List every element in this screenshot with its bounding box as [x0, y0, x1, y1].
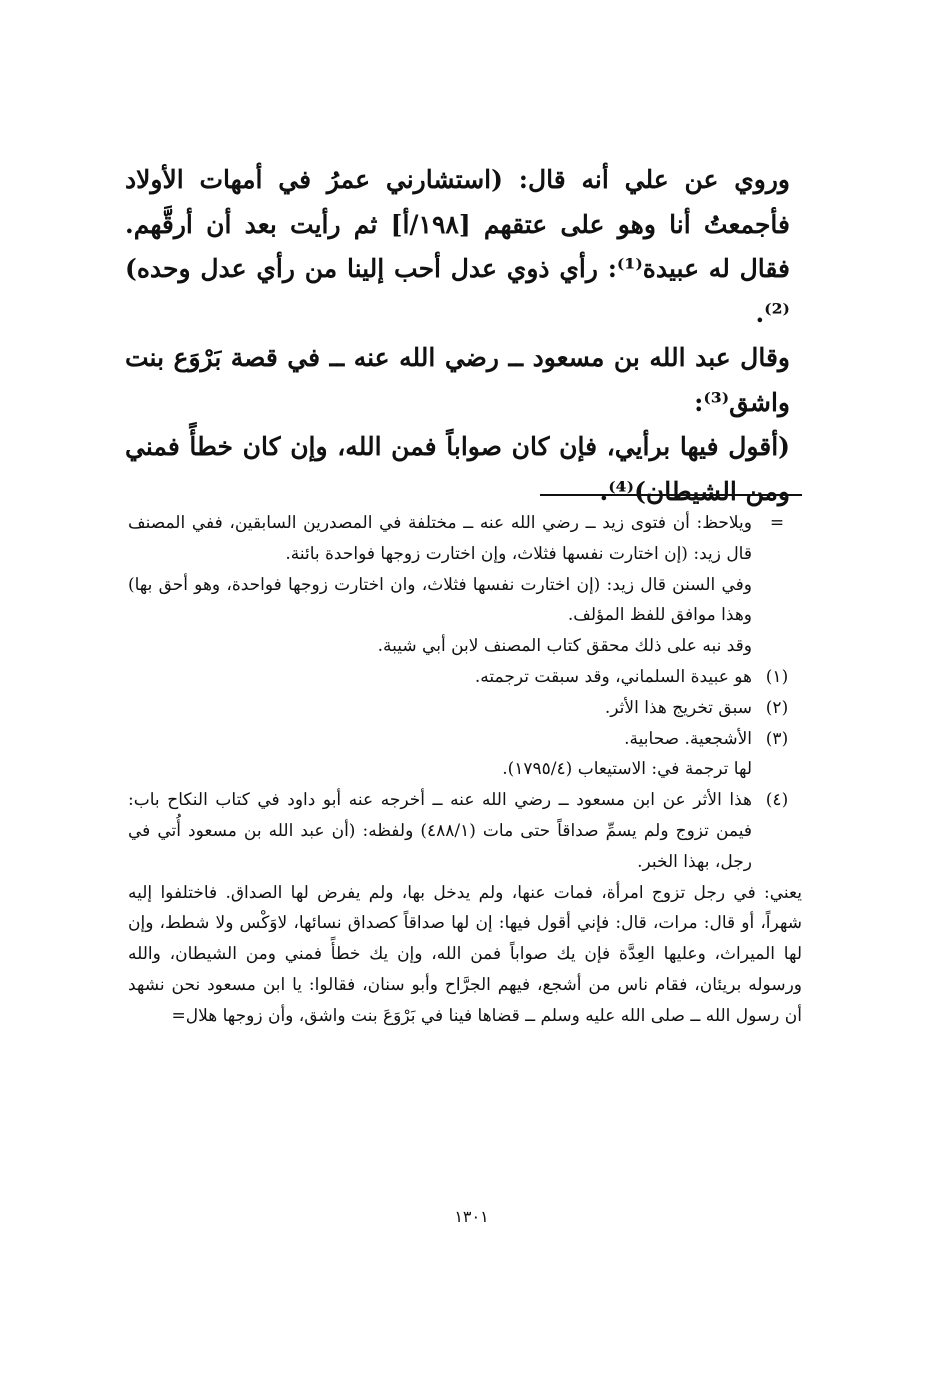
main-paragraph-1: وروي عن علي أنه قال: (استشارني عمرُ في أمهات الأولاد فأجمعتُ أنا وهو على عتقهم [١٩٨/أ] ثم رأيت بعد أن أرقَّهم. فقال له عبيدة⁽¹⁾: رأي ذوي عدل أحب إلينا من رأي عدل وحده)⁽²⁾. [125, 165, 791, 328]
footnote-1 [128, 662, 802, 693]
footnote-4 [128, 785, 802, 877]
main-text [125, 158, 790, 514]
footnote-separator [540, 494, 802, 496]
continuation-line-3: وقد نبه على ذلك محقق كتاب المصنف لابن أبي شيبة. [377, 636, 752, 657]
footnote-2 [128, 693, 802, 724]
footnote-number: (٤) [765, 790, 789, 811]
footnote-number: (٢) [765, 697, 789, 718]
footnote-3 [128, 724, 802, 755]
continuation-line-2: وفي السنن قال زيد: (إن اختارت نفسها فثلاث، وان اختارت زوجها فواحدة، وهو أحق بها) وهذا موافق للفظ المؤلف. [128, 574, 752, 626]
footnote-text: الأشجعية. صحابية. [624, 728, 752, 749]
continuation-marker: = [769, 513, 785, 533]
footnote-text: هو عبيدة السلماني، وقد سبقت ترجمته. [474, 666, 752, 687]
footnote-number: (٣) [765, 728, 789, 749]
footnote-text: هذا الأثر عن ابن مسعود ــ رضي الله عنه ــ أخرجه عنه أبو داود في كتاب النكاح باب: فيمن تزوج ولم يسمِّ صداقاً حتى مات (٤٨٨/١) ولفظه: (أن عبد الله بن مسعود أُتي في رجل، بهذا الخبر. [128, 790, 752, 872]
continuation-line-1: ويلاحظ: أن فتوى زيد ــ رضي الله عنه ــ مختلفة في المصدرين السابقين، ففي المصنف قال زيد: (إن اختارت نفسها فثلاث، وإن اختارت زوجها فواحدة بائنة. [128, 513, 752, 564]
main-paragraph-3: (أقول فيها برأيي، فإن كان صواباً فمن الله، وإن كان خطأً فمني ومن الشيطان)⁽⁴⁾. [125, 432, 790, 506]
footnote-3-extra: لها ترجمة في: الاستيعاب (١٧٩٥/٤). [502, 759, 752, 780]
footnote-4-extra: يعني: في رجل تزوج امرأة، فمات عنها، ولم يدخل بها، ولم يفرض لها الصداق. فاختلفوا إليه شهراً، أو قال: مرات، قال: فإني أقول فيها: إن لها صداقاً كصداق نسائها، لاوَكْس ولا شطط، وإن لها الميراث، وعليها العِدَّة فإن يك صواباً فمن الله، وإن يك خطأً فمني ومن الشيطان، والله ورسوله بريئان، فقام ناس من أشجع، فيهم الجرَّاح وأبو سنان، فقالوا: يا ابن مسعود نحن نشهد أن رسول الله ــ صلى الله عليه وسلم ــ قضاها فينا في بَرْوَعَ بنت واشق، وأن زوجها هلال= [128, 882, 802, 1026]
page-number: ١٣٠١ [454, 1207, 489, 1226]
footnotes [128, 508, 802, 1032]
footnote-number: (١) [765, 666, 789, 687]
footnote-text: سبق تخريج هذا الأثر. [604, 697, 752, 718]
footnote-continuation [128, 508, 802, 570]
main-paragraph-2: وقال عبد الله بن مسعود ــ رضي الله عنه ــ في قصة بَرْوَع بنت واشق⁽³⁾: [125, 343, 790, 417]
